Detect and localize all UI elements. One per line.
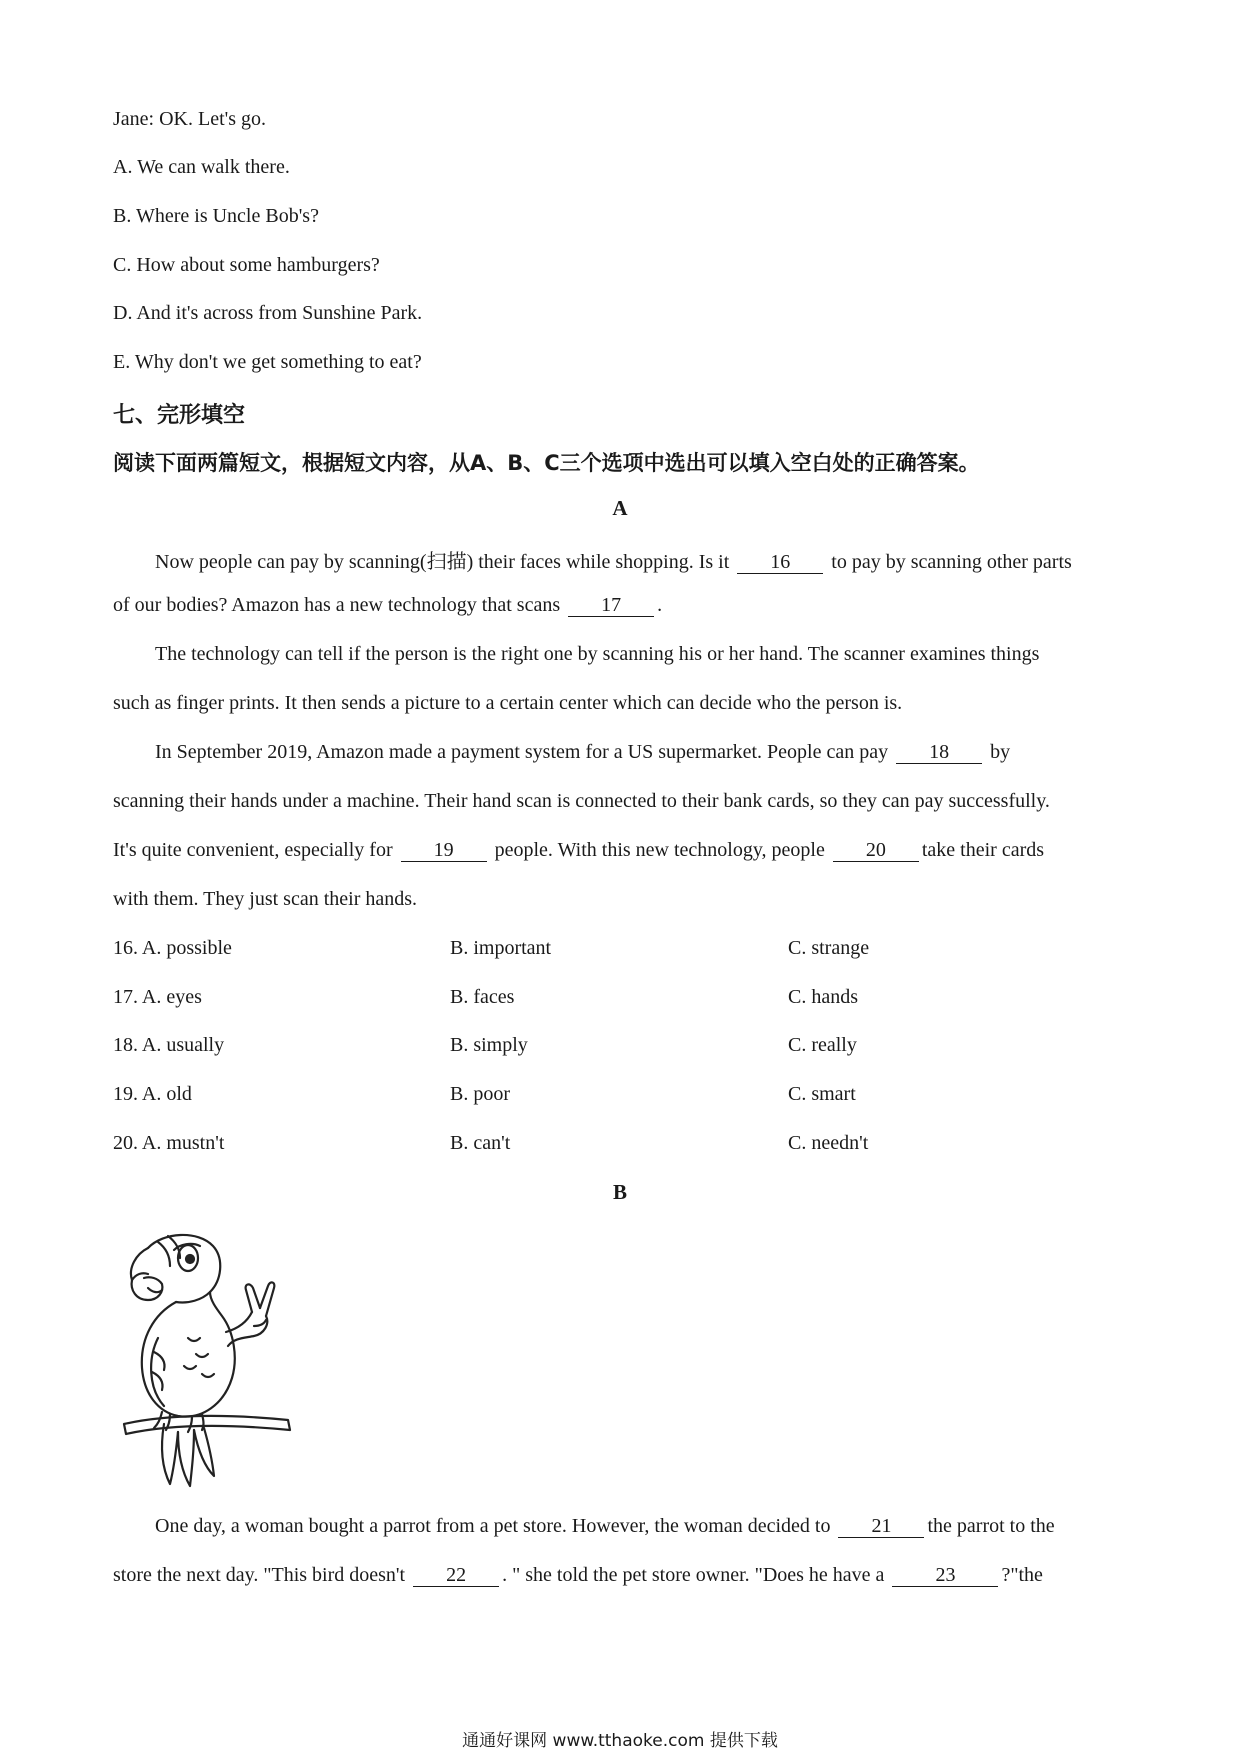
blank-19: 19 [401, 839, 487, 862]
question-19-option-a: 19. A. old [113, 1083, 192, 1105]
question-16-option-a: 16. A. possible [113, 937, 232, 959]
question-17-option-b: B. faces [450, 986, 515, 1008]
text-segment: the parrot to the [927, 1515, 1055, 1537]
option-d: D. And it's across from Sunshine Park. [113, 302, 423, 324]
passage-b-line-2 [113, 1564, 1128, 1587]
passage-b-line-1 [113, 1515, 1170, 1538]
question-18-option-a: 18. A. usually [113, 1034, 225, 1056]
text-segment: to pay by scanning other parts [831, 551, 1072, 573]
text-segment: Now people can pay by scanning(扫描) their faces while shopping. Is it [155, 551, 730, 573]
text-segment: people. With this new technology, people [494, 839, 825, 861]
passage-a-paragraph-2-line-2: such as finger prints. It then sends a picture to a certain center which can decide who the person is. [113, 692, 903, 714]
passage-a-paragraph-3-line-4: with them. They just scan their hands. [113, 888, 418, 910]
question-17-option-a: 17. A. eyes [113, 986, 202, 1008]
section-heading: 七、完形填空 [113, 403, 246, 428]
text-segment: . [657, 594, 663, 616]
text-segment: One day, a woman bought a parrot from a pet store. However, the woman decided to [155, 1515, 831, 1537]
text-segment: take their cards [921, 839, 1045, 861]
question-19-option-c: C. smart [788, 1083, 856, 1105]
page-footer: 通通好课网 www.tthaoke.com 提供下载 [462, 1731, 778, 1751]
text-segment: of our bodies? Amazon has a new technology that scans [113, 594, 561, 616]
blank-16: 16 [737, 551, 823, 574]
option-b: B. Where is Uncle Bob's? [113, 205, 319, 227]
passage-a-paragraph-3-line-1 [113, 741, 1170, 764]
text-segment: . " she told the pet store owner. "Does he have a [502, 1564, 885, 1586]
question-18-option-b: B. simply [450, 1034, 528, 1056]
passage-a-paragraph-3-line-3 [113, 839, 1128, 862]
option-c: C. How about some hamburgers? [113, 254, 380, 276]
section-instruction: 阅读下面两篇短文，根据短文内容，从A、B、C三个选项中选出可以填入空白处的正确答案。 [113, 451, 980, 475]
option-a: A. We can walk there. [113, 156, 290, 178]
parrot-illustration [118, 1228, 308, 1498]
question-16-option-b: B. important [450, 937, 552, 959]
question-20-option-a: 20. A. mustn't [113, 1132, 225, 1154]
text-segment: In September 2019, Amazon made a payment system for a US supermarket. People can pay [155, 741, 889, 763]
passage-a-paragraph-2-line-1: The technology can tell if the person is the right one by scanning his or her hand. The scanner examines things [155, 643, 1040, 665]
passage-b-title: B [612, 1180, 627, 1204]
question-19-option-b: B. poor [450, 1083, 510, 1105]
question-20-option-c: C. needn't [788, 1132, 869, 1154]
text-segment: by [990, 741, 1011, 763]
blank-22: 22 [413, 1564, 499, 1587]
blank-21: 21 [838, 1515, 924, 1538]
blank-17: 17 [568, 594, 654, 617]
question-20-option-b: B. can't [450, 1132, 511, 1154]
passage-a-paragraph-1-line-2 [113, 594, 1128, 617]
text-segment: ?"the [1001, 1564, 1043, 1586]
text-segment: It's quite convenient, especially for [113, 839, 393, 861]
blank-20: 20 [833, 839, 919, 862]
dialogue-line: Jane: OK. Let's go. [113, 108, 267, 130]
blank-18: 18 [896, 741, 982, 764]
question-16-option-c: C. strange [788, 937, 870, 959]
blank-23: 23 [892, 1564, 998, 1587]
text-segment: store the next day. "This bird doesn't [113, 1564, 406, 1586]
question-18-option-c: C. really [788, 1034, 857, 1056]
question-17-option-c: C. hands [788, 986, 858, 1008]
passage-a-paragraph-1-line-1 [113, 545, 1170, 574]
option-e: E. Why don't we get something to eat? [113, 351, 422, 373]
passage-a-paragraph-3-line-2: scanning their hands under a machine. Their hand scan is connected to their bank cards, so they can pay successfully. [113, 790, 1050, 812]
passage-a-title: A [612, 496, 628, 520]
